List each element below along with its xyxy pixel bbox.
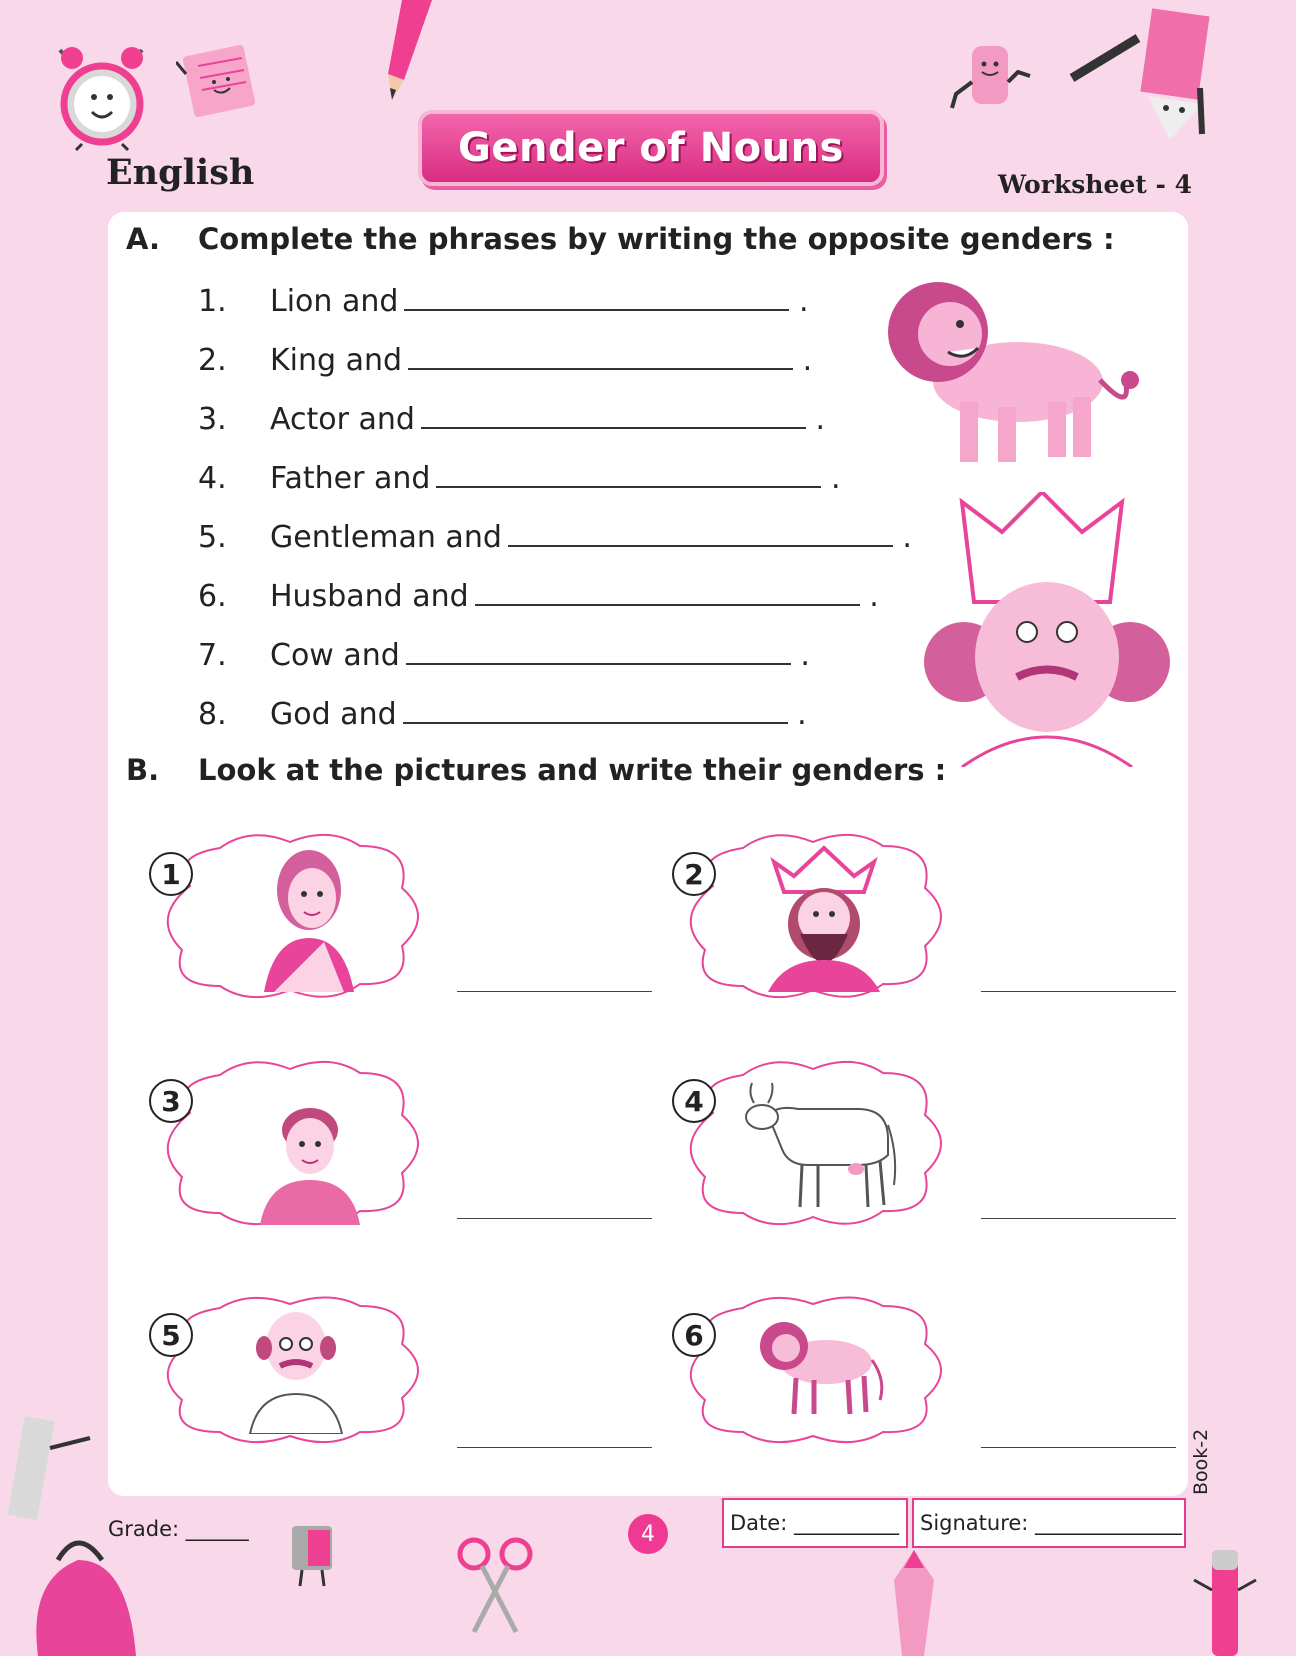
subject-label: English [106,152,255,193]
answer-blank[interactable] [404,285,789,311]
item-number: 6. [198,579,227,614]
section-a-heading [0,222,1296,264]
answer-blank[interactable] [508,521,893,547]
sharpener-icon [282,1520,342,1590]
section-b-instruction: Look at the pictures and write their genders : [198,753,947,787]
king-icon [764,842,884,992]
cow-icon [738,1075,908,1215]
answer-blank[interactable] [408,344,793,370]
book-label: Book-2 [1190,1428,1212,1495]
answer-blank[interactable] [436,462,821,488]
boy-icon [254,1100,364,1225]
date-field[interactable] [722,1498,908,1548]
pencil-icon [374,0,444,110]
item-text: Gentleman and [270,520,502,555]
item-text: Lion and [270,284,399,319]
answer-line[interactable] [981,1447,1176,1448]
item-number: 5. [198,520,227,555]
picture-number: 5 [149,1313,193,1357]
item-text: Actor and [270,402,415,437]
item-text: Cow and [270,638,400,673]
answer-blank[interactable] [406,639,791,665]
picture-number: 6 [672,1313,716,1357]
item-number: 2. [198,343,227,378]
date-label: Date: __________ [730,1511,899,1535]
item-number: 7. [198,638,227,673]
answer-line[interactable] [457,991,652,992]
answer-blank[interactable] [403,698,788,724]
picture-number: 4 [672,1079,716,1123]
answer-line[interactable] [457,1447,652,1448]
ruler-character-icon [6,1408,96,1528]
page-number-badge: 4 [628,1514,668,1554]
lion-illustration-icon [868,262,1148,472]
answer-line[interactable] [981,1218,1176,1219]
section-a-instruction: Complete the phrases by writing the opposite genders : [198,222,1115,256]
king-portrait-icon [922,492,1172,767]
scissors-icon [456,1536,536,1636]
backpack-icon [18,1520,148,1656]
pencil-character-icon [884,1550,954,1656]
answer-blank[interactable] [421,403,806,429]
page-title: Gender of Nouns [418,110,884,186]
picture-number: 2 [672,852,716,896]
item-text: Husband and [270,579,469,614]
section-b-heading [0,753,1296,795]
woman-icon [254,842,364,992]
section-b-letter: B. [126,753,160,787]
answer-line[interactable] [457,1218,652,1219]
item-text: King and [270,343,403,378]
worksheet-label: Worksheet - 4 [998,170,1192,199]
item-text: Father and [270,461,431,496]
picture-number: 3 [149,1079,193,1123]
answer-line[interactable] [981,991,1176,992]
signature-field[interactable] [912,1498,1186,1548]
notepad-icon [176,44,266,124]
signature-label: Signature: ______________ [920,1511,1183,1535]
item-number: 3. [198,402,227,437]
lion-icon [756,1310,886,1420]
section-a-letter: A. [126,222,160,256]
item-number: 4. [198,461,227,496]
picture-number: 1 [149,852,193,896]
answer-blank[interactable] [475,580,860,606]
eraser-icon [946,42,1036,122]
item-text: God and [270,697,397,732]
item-number: 1. [198,284,227,319]
grade-field[interactable]: Grade: ______ [108,1517,249,1541]
pencil-character-icon [1068,8,1218,143]
pen-character-icon [1190,1540,1260,1656]
alarm-clock-icon [52,42,152,152]
item-number: 8. [198,697,227,732]
old-man-icon [246,1302,346,1434]
